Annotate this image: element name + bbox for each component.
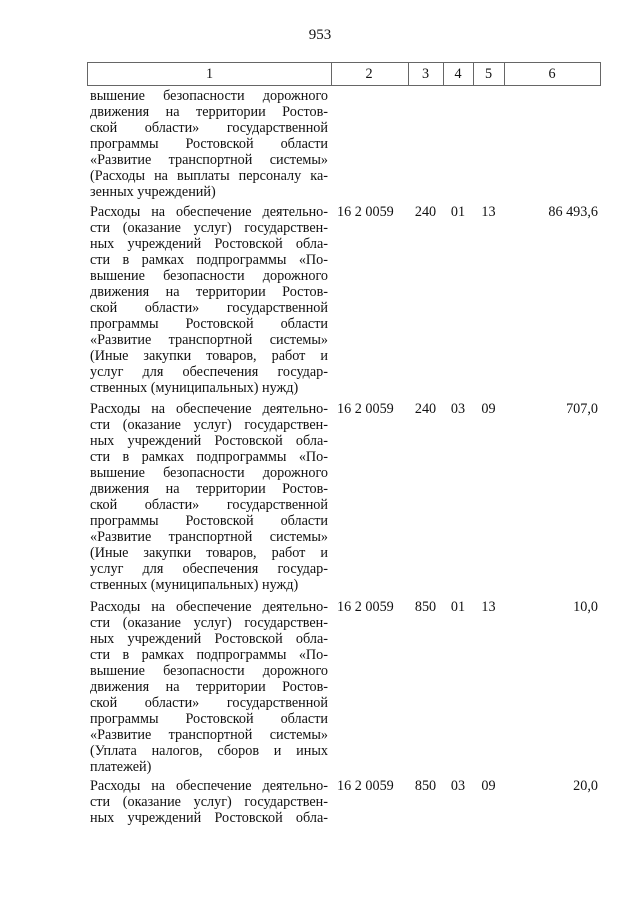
description-line: ных учреждений Ростовской обла- (90, 810, 328, 826)
subsection-code: 09 (481, 778, 496, 794)
section-code: 01 (450, 599, 466, 615)
description-line: сти (оказание услуг) государствен- (90, 794, 328, 810)
description-line: ской области» государственной (90, 497, 328, 513)
description-line: «Развитие транспортной системы» (90, 529, 328, 545)
expense-type: 240 (414, 401, 437, 417)
description-line: (Уплата налогов, сборов и иных (90, 743, 328, 759)
description-line: Расходы на обеспечение деятельно- (90, 778, 328, 794)
description-line: Расходы на обеспечение деятельно- (90, 599, 328, 615)
description-line: программы Ростовской области (90, 711, 328, 727)
description-line: движения на территории Ростов- (90, 481, 328, 497)
header-col-2: 2 (330, 63, 409, 85)
description-line: программы Ростовской области (90, 513, 328, 529)
table-header (87, 62, 601, 86)
header-col-5: 5 (473, 63, 505, 85)
description-line: (Расходы на выплаты персоналу ка- (90, 168, 328, 184)
section-code: 03 (450, 401, 466, 417)
description-line: платежей) (90, 759, 152, 775)
description-line: (Иные закупки товаров, работ и (90, 545, 328, 561)
description-line: (Иные закупки товаров, работ и (90, 348, 328, 364)
row-description (90, 401, 328, 593)
row-description (90, 778, 328, 826)
description-line: ных учреждений Ростовской обла- (90, 236, 328, 252)
description-line: «Развитие транспортной системы» (90, 727, 328, 743)
target-code: 16 2 0059 (337, 401, 394, 417)
page-number: 953 (308, 27, 332, 43)
target-code: 16 2 0059 (337, 778, 394, 794)
description-line: Расходы на обеспечение деятельно- (90, 204, 328, 220)
description-line: вышение безопасности дорожного (90, 465, 328, 481)
description-line: сти (оказание услуг) государствен- (90, 220, 328, 236)
row-description (90, 88, 328, 200)
description-line: ных учреждений Ростовской обла- (90, 631, 328, 647)
header-col-4: 4 (443, 63, 474, 85)
description-line: движения на территории Ростов- (90, 104, 328, 120)
description-line: зенных учреждений) (90, 184, 216, 200)
description-line: сти в рамках подпрограммы «По- (90, 252, 328, 268)
amount: 86 493,6 (548, 204, 598, 220)
expense-type: 240 (414, 204, 437, 220)
description-line: сти (оказание услуг) государствен- (90, 417, 328, 433)
section-code: 03 (450, 778, 466, 794)
description-line: ных учреждений Ростовской обла- (90, 433, 328, 449)
description-line: «Развитие транспортной системы» (90, 152, 328, 168)
target-code: 16 2 0059 (337, 599, 394, 615)
description-line: сти в рамках подпрограммы «По- (90, 647, 328, 663)
amount: 10,0 (573, 599, 598, 615)
description-line: вышение безопасности дорожного (90, 88, 328, 104)
subsection-code: 13 (481, 204, 496, 220)
amount: 707,0 (566, 401, 598, 417)
description-line: ской области» государственной (90, 695, 328, 711)
description-line: «Развитие транспортной системы» (90, 332, 328, 348)
subsection-code: 13 (481, 599, 496, 615)
description-line: Расходы на обеспечение деятельно- (90, 401, 328, 417)
description-line: услуг для обеспечения государ- (90, 364, 328, 380)
amount: 20,0 (573, 778, 598, 794)
header-col-1: 1 (87, 63, 332, 85)
subsection-code: 09 (481, 401, 496, 417)
row-description (90, 204, 328, 396)
description-line: движения на территории Ростов- (90, 679, 328, 695)
description-line: движения на территории Ростов- (90, 284, 328, 300)
description-line: программы Ростовской области (90, 316, 328, 332)
expense-type: 850 (414, 778, 437, 794)
header-col-6: 6 (504, 63, 601, 85)
description-line: ской области» государственной (90, 120, 328, 136)
description-line: вышение безопасности дорожного (90, 663, 328, 679)
description-line: услуг для обеспечения государ- (90, 561, 328, 577)
description-line: вышение безопасности дорожного (90, 268, 328, 284)
budget-table (87, 62, 601, 826)
section-code: 01 (450, 204, 466, 220)
description-line: ской области» государственной (90, 300, 328, 316)
header-col-3: 3 (408, 63, 444, 85)
row-description (90, 599, 328, 775)
description-line: сти в рамках подпрограммы «По- (90, 449, 328, 465)
description-line: программы Ростовской области (90, 136, 328, 152)
expense-type: 850 (414, 599, 437, 615)
target-code: 16 2 0059 (337, 204, 394, 220)
description-line: сти (оказание услуг) государствен- (90, 615, 328, 631)
description-line: ственных (муниципальных) нужд) (90, 380, 299, 396)
description-line: ственных (муниципальных) нужд) (90, 577, 299, 593)
